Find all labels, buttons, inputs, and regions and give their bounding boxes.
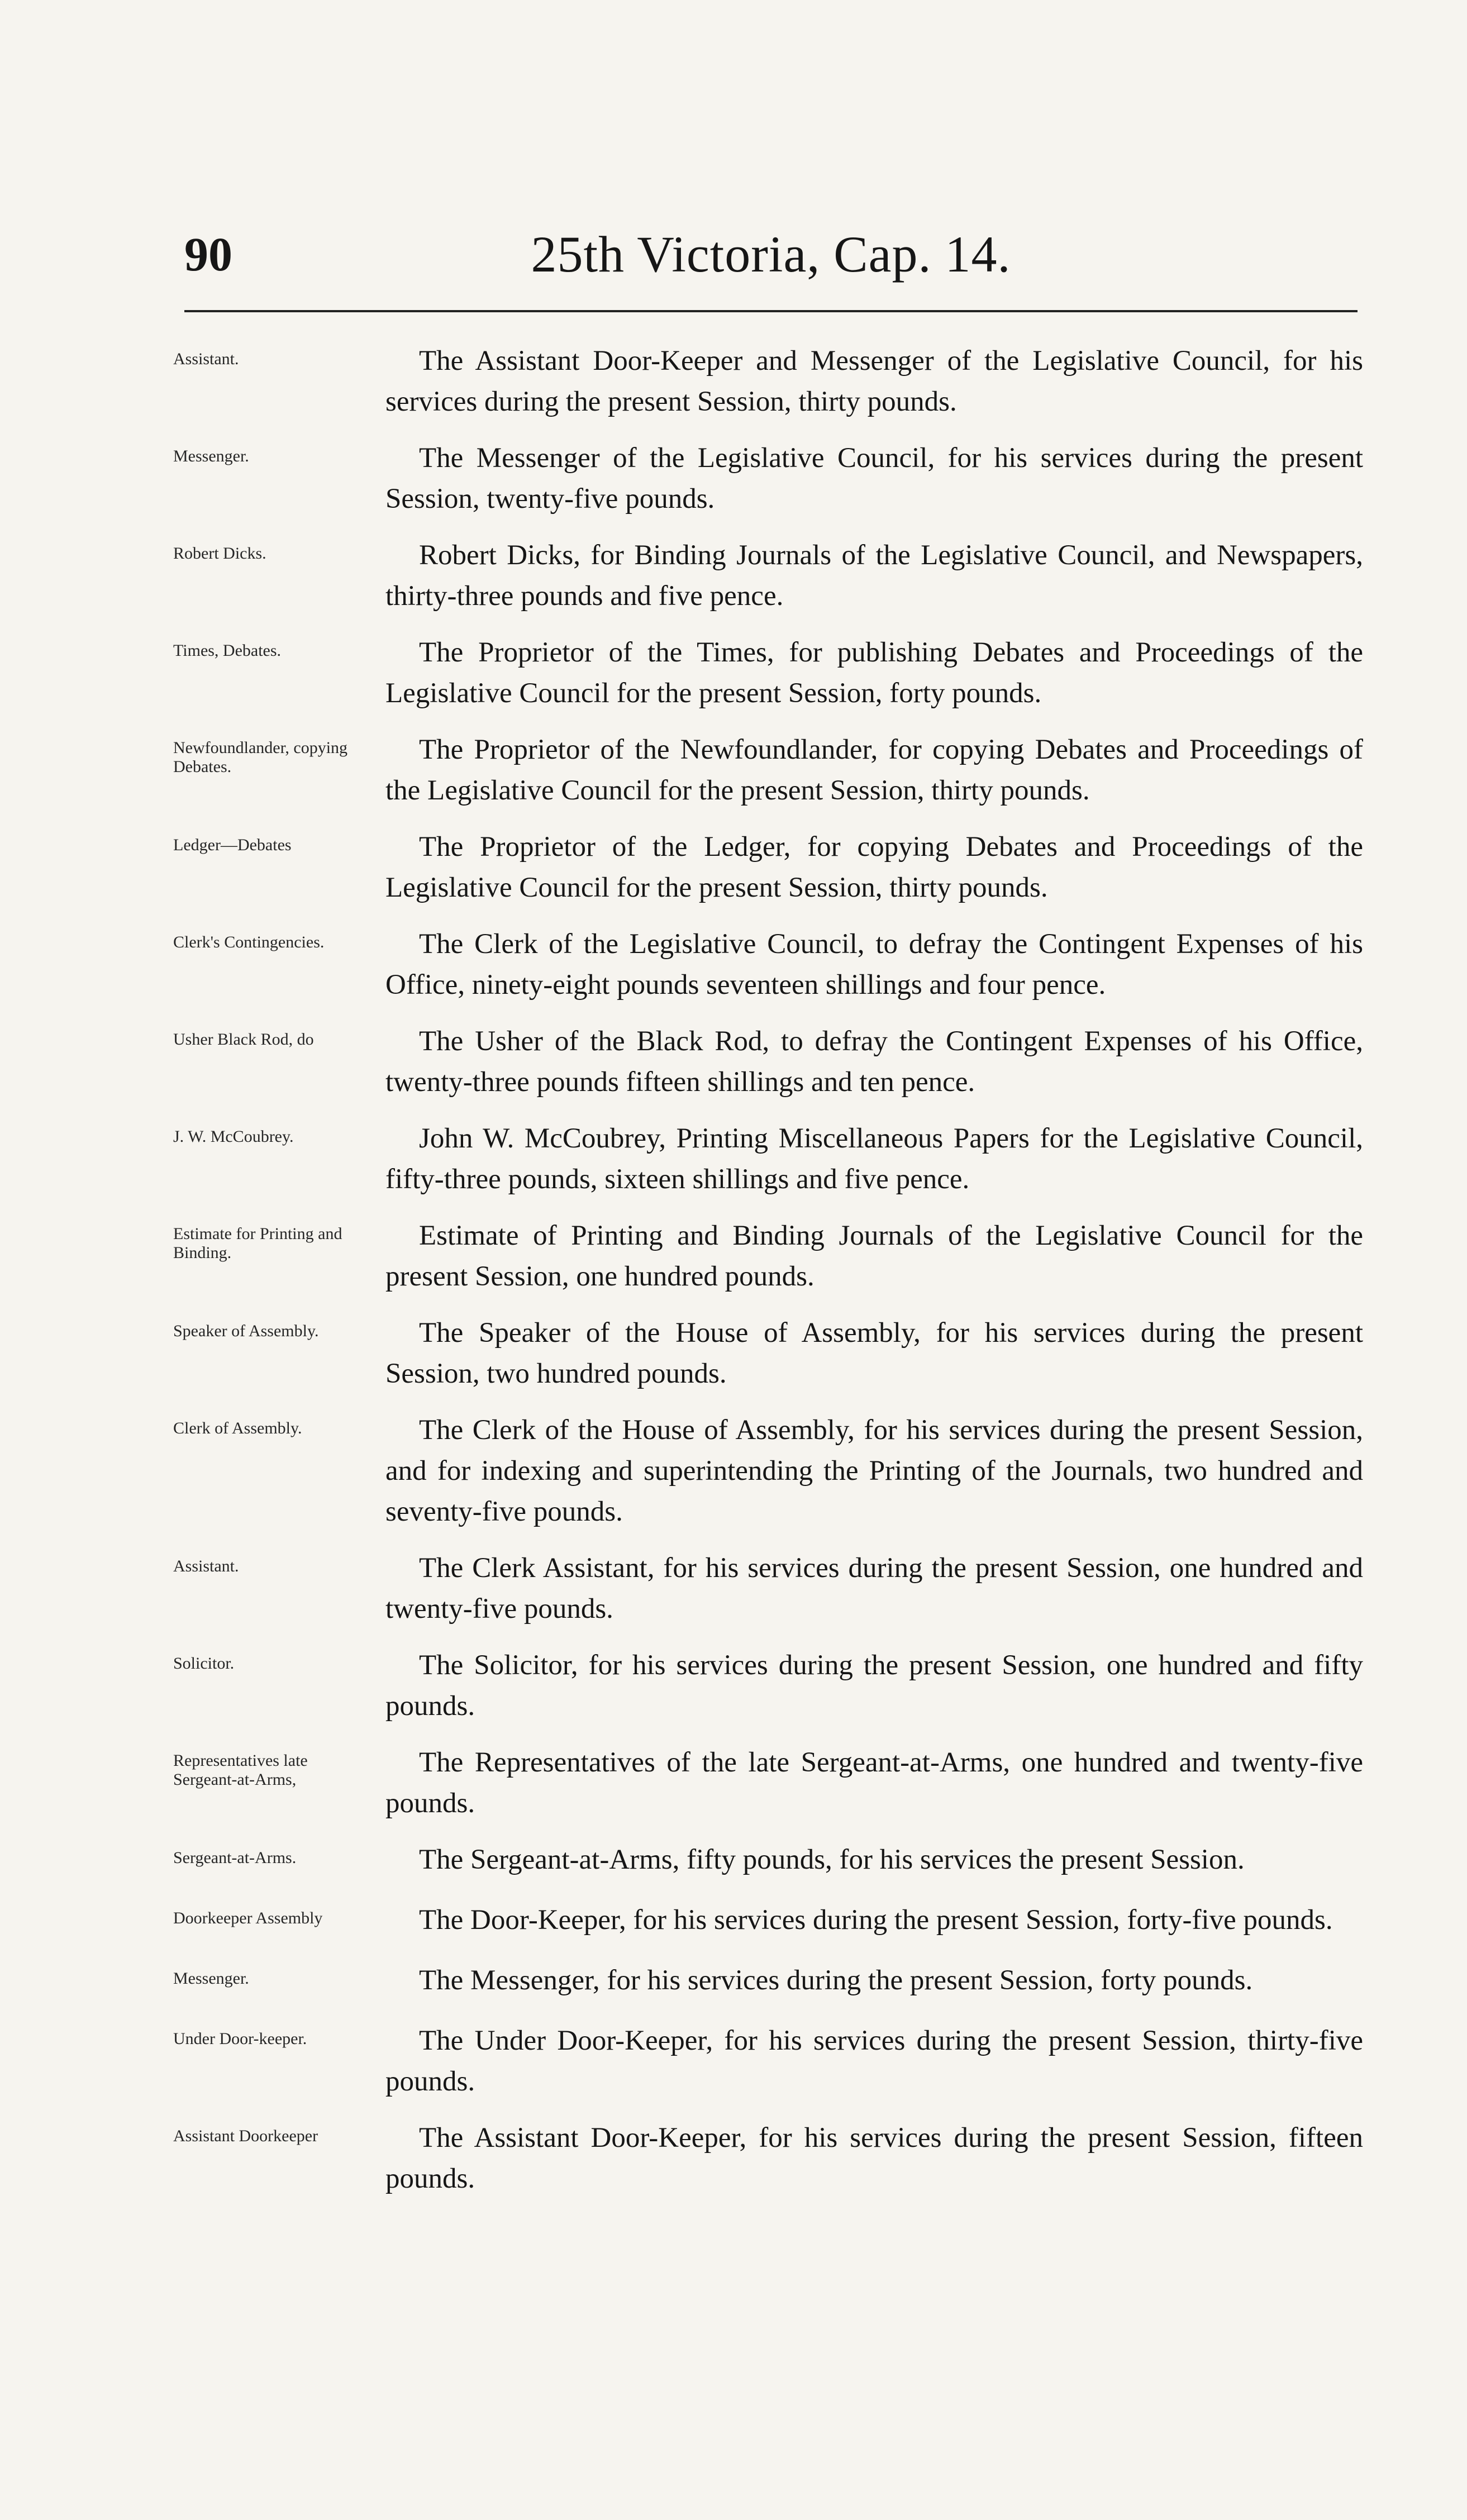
entry-times-debates [173, 632, 1363, 714]
entry-mccoubrey [173, 1118, 1363, 1200]
entry-newfoundlander [173, 730, 1363, 811]
entry-speaker-assembly [173, 1313, 1363, 1394]
margin-note: J. W. McCoubrey. [173, 1127, 294, 1146]
header-rule [184, 310, 1358, 312]
margin-note: Usher Black Rod, do [173, 1030, 314, 1049]
margin-note: Messenger. [173, 447, 249, 465]
page-number: 90 [184, 227, 232, 281]
entry-printing-estimate [173, 1216, 1363, 1297]
running-title: 25th Victoria, Cap. 14. [531, 226, 1011, 283]
entry-council-messenger [173, 438, 1363, 520]
entry-assistant-doorkeeper [173, 2118, 1363, 2199]
entry-text: The Representatives of the late Sergeant-at-Arms, one hundred and twenty-five pounds. [385, 1747, 1363, 1819]
margin-note: Newfoundlander, copying Debates. [173, 739, 348, 776]
margin-note: Doorkeeper Assembly [173, 1909, 323, 1927]
margin-note: Clerk's Contingencies. [173, 933, 325, 951]
entry-under-doorkeeper [173, 2021, 1363, 2102]
margin-note: Representatives late Sergeant-at-Arms, [173, 1751, 308, 1789]
margin-note: Clerk of Assembly. [173, 1419, 302, 1437]
appropriation-list [173, 341, 1363, 2215]
entry-text: The Clerk of the House of Assembly, for his services during the present Session, and for indexing and superintending the Printing of the Journals, two hundred and seventy-five pounds. [385, 1414, 1363, 1527]
page-header [184, 221, 1358, 288]
entry-text: The Proprietor of the Ledger, for copying Debates and Proceedings of the Legislative Council for the present Session, thirty pounds. [385, 831, 1363, 903]
entry-text: The Proprietor of the Times, for publishing Debates and Proceedings of the Legislative Council for the present Session, forty pounds. [385, 637, 1363, 709]
entry-text: The Under Door-Keeper, for his services during the present Session, thirty-five pounds. [385, 2025, 1363, 2097]
entry-text: The Clerk Assistant, for his services during the present Session, one hundred and twenty-five pounds. [385, 1552, 1363, 1625]
entry-text: John W. McCoubrey, Printing Miscellaneous Papers for the Legislative Council, fifty-three pounds, sixteen shillings and five pence. [385, 1123, 1363, 1195]
entry-text: The Proprietor of the Newfoundlander, for copying Debates and Proceedings of the Legislative Council for the present Session, thirty pounds. [385, 734, 1363, 806]
entry-text: The Door-Keeper, for his services during the present Session, forty-five pounds. [419, 1904, 1333, 1936]
margin-note: Assistant. [173, 1557, 239, 1575]
margin-note: Times, Debates. [173, 641, 282, 660]
entry-text: The Messenger of the Legislative Council, for his services during the present Session, twenty-five pounds. [385, 442, 1363, 515]
margin-note: Ledger—Debates [173, 836, 292, 854]
entry-text: Robert Dicks, for Binding Journals of the Legislative Council, and Newspapers, thirty-three pounds and five pence. [385, 540, 1363, 612]
entry-text: The Usher of the Black Rod, to defray the Contingent Expenses of his Office, twenty-three pounds fifteen shillings and ten pence. [385, 1026, 1363, 1098]
entry-text: The Sergeant-at-Arms, fifty pounds, for his services the present Session. [419, 1844, 1245, 1875]
entry-text: The Clerk of the Legislative Council, to defray the Contingent Expenses of his Office, ninety-eight pounds seventeen shillings and four pence. [385, 928, 1363, 1001]
entry-text: The Assistant Door-Keeper and Messenger of the Legislative Council, for his services during the present Session, thirty pounds. [385, 345, 1363, 417]
entry-robert-dicks [173, 535, 1363, 617]
margin-note: Solicitor. [173, 1654, 235, 1673]
entry-clerk-assembly [173, 1410, 1363, 1532]
entry-solicitor [173, 1645, 1363, 1727]
margin-note: Under Door-keeper. [173, 2030, 307, 2048]
entry-text: The Messenger, for his services during the present Session, forty pounds. [419, 1965, 1253, 1996]
entry-late-sergeant-representatives [173, 1742, 1363, 1824]
margin-note: Estimate for Printing and Binding. [173, 1225, 342, 1262]
entry-usher-black-rod [173, 1021, 1363, 1103]
margin-note: Assistant Doorkeeper [173, 2127, 318, 2145]
entry-doorkeeper-assembly [173, 1900, 1363, 1945]
entry-council-assistant [173, 341, 1363, 422]
entry-text: The Speaker of the House of Assembly, for his services during the present Session, two hundred pounds. [385, 1317, 1363, 1389]
entry-text: The Solicitor, for his services during the present Session, one hundred and fifty pounds. [385, 1650, 1363, 1722]
entry-clerk-assistant [173, 1548, 1363, 1630]
entry-sergeant-at-arms [173, 1840, 1363, 1884]
entry-text: The Assistant Door-Keeper, for his services during the present Session, fifteen pounds. [385, 2122, 1363, 2194]
entry-ledger-debates [173, 827, 1363, 908]
margin-note: Messenger. [173, 1969, 249, 1988]
entry-clerk-contingencies [173, 924, 1363, 1006]
entry-text: Estimate of Printing and Binding Journals of the Legislative Council for the present Session, one hundred pounds. [385, 1220, 1363, 1292]
margin-note: Robert Dicks. [173, 544, 266, 563]
margin-note: Sergeant-at-Arms. [173, 1849, 297, 1867]
margin-note: Speaker of Assembly. [173, 1322, 319, 1340]
entry-assembly-messenger [173, 1960, 1363, 2005]
margin-note: Assistant. [173, 350, 239, 368]
